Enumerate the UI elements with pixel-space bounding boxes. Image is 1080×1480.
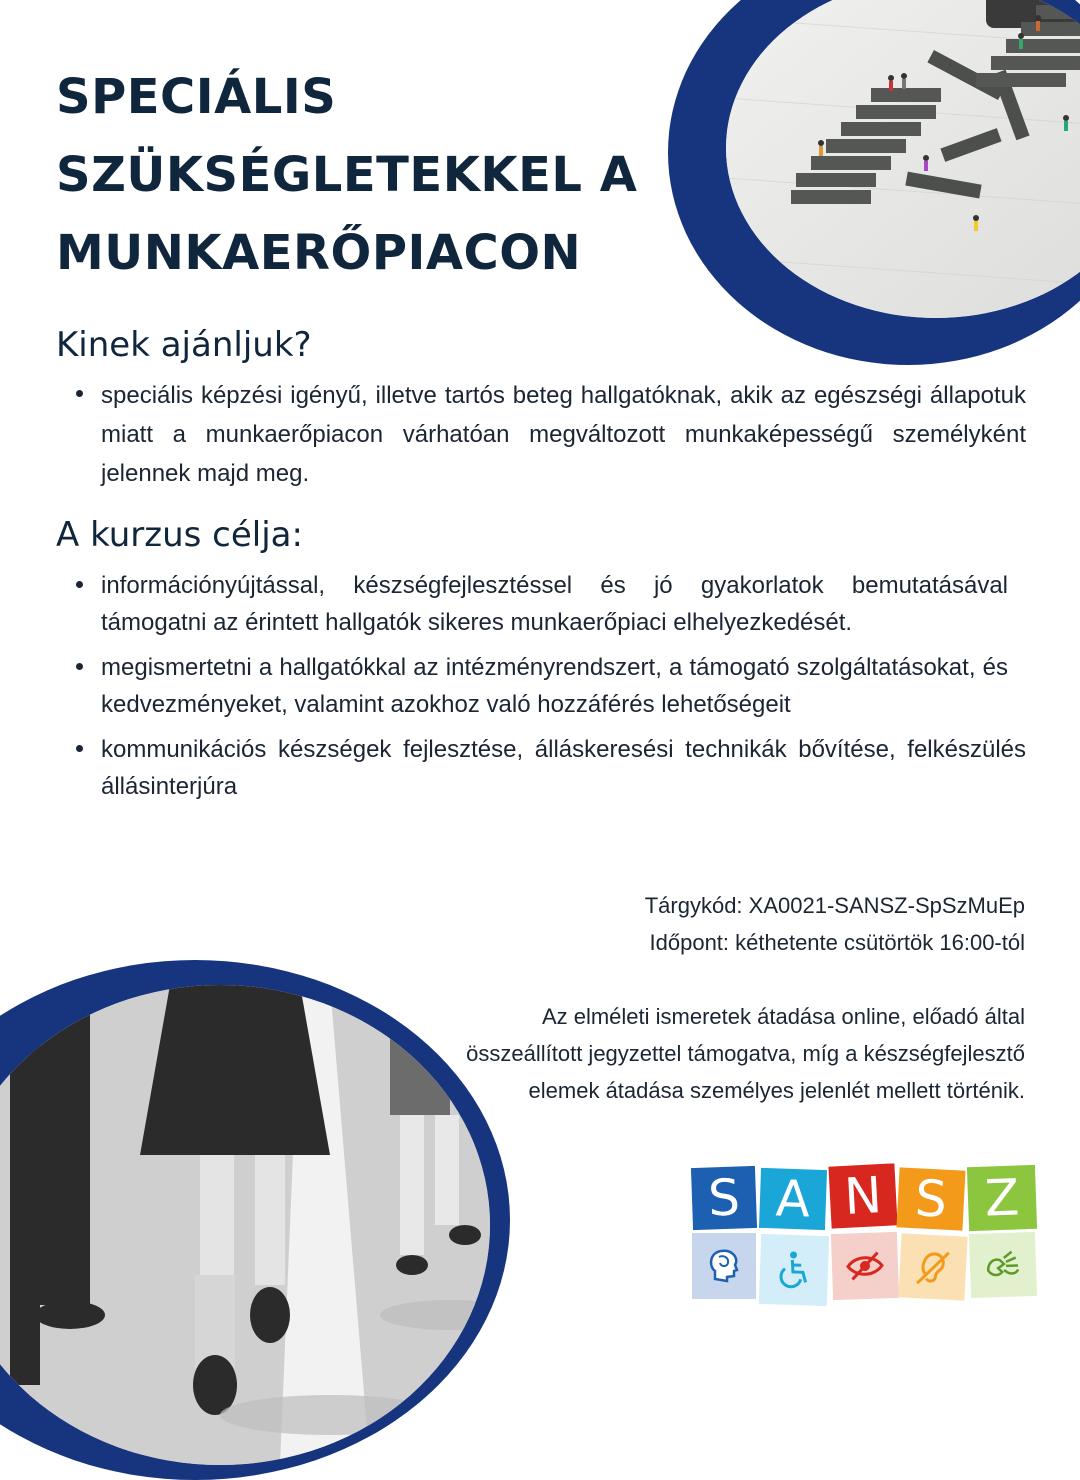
walking-students-image [0,985,490,1465]
logo-letter-tile [896,1167,965,1230]
stairs-figurines-image [726,0,1080,318]
title-line-3: MUNKAERŐPIACON [56,214,676,292]
section-heading-goals: A kurzus célja: [56,515,303,555]
logo-letter-tile [759,1168,827,1230]
title-line-2: SZÜKSÉGLETEKKEL A [56,136,676,214]
logo-letter: S [914,1169,949,1229]
stairs-image-frame [668,0,1080,365]
logo-letter-tile [967,1165,1037,1231]
list-item: speciális képzési igényű, illetve tartós beteg hallgatóknak, akik az egészségi állapotuk miatt a munkaerőpiacon várhatóan megváltozott munkaképességű személyként jelennek majd meg. [56,376,1026,493]
logo-letter-tile [691,1166,757,1230]
goals-list [56,567,1008,813]
eye-slash-icon [831,1232,899,1300]
audience-list [56,376,1026,493]
sansz-logo [692,1163,1042,1315]
title-line-1: SPECIÁLIS [56,58,676,136]
head-icon [692,1233,756,1299]
logo-letter: Z [984,1168,1020,1227]
hearing-icon [898,1233,967,1300]
logo-letter: N [843,1166,883,1226]
sign-language-icon [969,1232,1037,1298]
list-item: kommunikációs készségek fejlesztése, álláskeresési technikák bővítése, felkészülés állásinterjúra [56,731,1026,805]
delivery-note: Az elméleti ismeretek átadása online, előadó által összeállított jegyzettel támogatva, míg a készségfejlesztő elemek átadása személyes jelenlét mellett történik. [425,998,1025,1109]
section-heading-audience: Kinek ajánljuk? [56,325,312,365]
wheelchair-icon [759,1234,829,1306]
list-item: megismertetni a hallgatókkal az intézményrendszert, a támogató szolgáltatásokat, és kedvezményeket, valamint azokhoz való hozzáférés lehetőségeit [56,649,1008,723]
page-title [56,58,676,292]
course-code: Tárgykód: XA0021-SANSZ-SpSzMuEp [645,887,1025,924]
list-item: információnyújtással, készségfejlesztéssel és jó gyakorlatok bemutatásával támogatni az érintett hallgatók sikeres munkaerőpiaci elhelyezkedését. [56,567,1008,641]
logo-letter: A [775,1169,811,1228]
logo-letter-tile [828,1163,897,1228]
course-time: Időpont: kéthetente csütörtök 16:00-tól [650,924,1025,961]
logo-letter: S [707,1168,741,1227]
